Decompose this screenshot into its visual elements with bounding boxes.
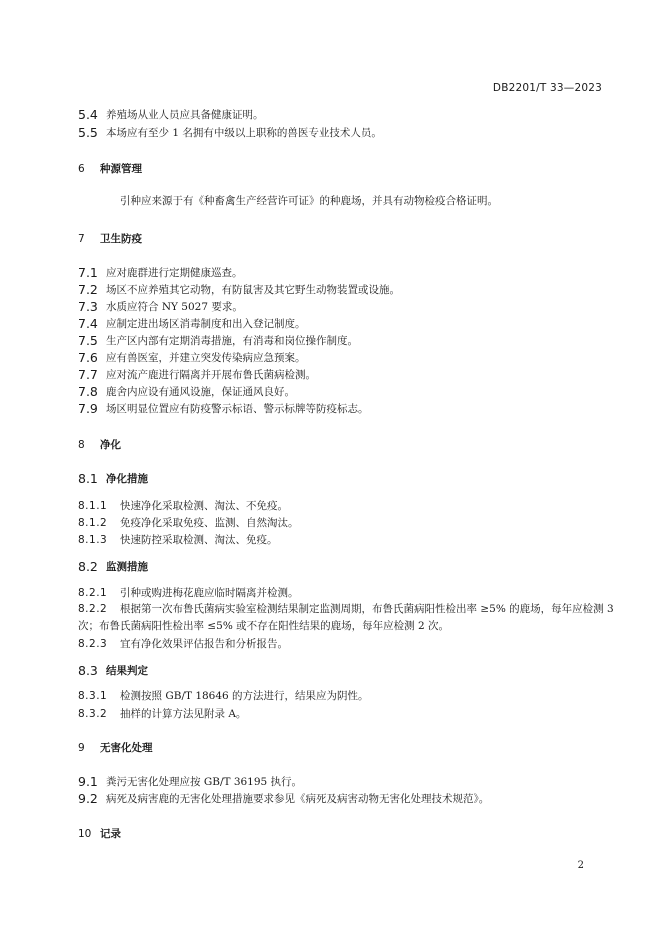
paragraph-6: 引种应来源于有《种畜禽生产经营许可证》的种鹿场，并具有动物检疫合格证明。 bbox=[120, 195, 498, 207]
subsection-title: 监测措施 bbox=[106, 561, 148, 573]
clause-number: 5.5 bbox=[78, 125, 98, 140]
clause-number: 7.5 bbox=[78, 333, 98, 348]
clause-9-2 bbox=[78, 792, 489, 806]
section-number: 8 bbox=[78, 439, 85, 451]
clause-text: 免疫净化采取免疫、监测、自然淘汰。 bbox=[120, 517, 299, 529]
clause-number: 8.2.2 bbox=[78, 603, 108, 615]
clause-text: 生产区内部有定期消毒措施，有消毒和岗位操作制度。 bbox=[106, 335, 358, 347]
clause-text: 根据第一次布鲁氏菌病实验室检测结果制定监测周期，布鲁氏菌病阳性检出率 ≥5% 的鹿场，每年应检测 3 次；布鲁氏菌病阳性检出率 ≤5% 或不存在阳性结果的鹿场，每年应检测 2 次。 bbox=[78, 603, 614, 632]
clause-text: 引种或购进梅花鹿应临时隔离并检测。 bbox=[120, 587, 299, 599]
clause-number: 9.2 bbox=[78, 791, 98, 806]
section-title: 净化 bbox=[100, 439, 121, 451]
clause-7-1 bbox=[78, 266, 243, 280]
clause-text: 应制定进出场区消毒制度和出入登记制度。 bbox=[106, 318, 306, 330]
subsection-title: 结果判定 bbox=[106, 665, 148, 677]
clause-number: 7.4 bbox=[78, 316, 98, 331]
page-number: 2 bbox=[577, 860, 584, 871]
clause-number: 8.1.1 bbox=[78, 500, 108, 512]
clause-number: 5.4 bbox=[78, 107, 98, 122]
section-heading-6 bbox=[78, 162, 142, 176]
subsection-heading-8-2 bbox=[78, 560, 148, 574]
clause-8-2-2 bbox=[78, 601, 618, 635]
section-title: 卫生防疫 bbox=[100, 233, 142, 245]
clause-text: 快速防控采取检测、淘汰、免疫。 bbox=[120, 534, 278, 546]
clause-text: 粪污无害化处理应按 GB/T 36195 执行。 bbox=[106, 776, 303, 788]
clause-number: 8.2.1 bbox=[78, 587, 108, 599]
clause-8-1-1 bbox=[78, 499, 288, 513]
section-title: 种源管理 bbox=[100, 163, 142, 175]
clause-7-6 bbox=[78, 351, 306, 365]
section-heading-10 bbox=[78, 827, 121, 841]
clause-8-3-2 bbox=[78, 707, 246, 721]
section-number: 10 bbox=[78, 828, 92, 840]
clause-text: 养殖场从业人员应具备健康证明。 bbox=[106, 109, 264, 121]
clause-text: 抽样的计算方法见附录 A。 bbox=[120, 708, 247, 720]
clause-7-4 bbox=[78, 317, 306, 331]
clause-text: 快速净化采取检测、淘汰、不免疫。 bbox=[120, 500, 288, 512]
clause-7-9 bbox=[78, 402, 369, 416]
clause-text: 病死及病害鹿的无害化处理措施要求参见《病死及病害动物无害化处理技术规范》。 bbox=[106, 793, 490, 805]
subsection-heading-8-3 bbox=[78, 664, 148, 678]
clause-text: 场区明显位置应有防疫警示标语、警示标牌等防疫标志。 bbox=[106, 403, 369, 415]
section-number: 6 bbox=[78, 163, 85, 175]
clause-text: 鹿舍内应设有通风设施，保证通风良好。 bbox=[106, 386, 295, 398]
section-number: 9 bbox=[78, 742, 85, 754]
document-code: DB2201/T 33—2023 bbox=[492, 82, 602, 94]
clause-8-1-2 bbox=[78, 516, 299, 530]
section-number: 7 bbox=[78, 233, 85, 245]
clause-number: 7.8 bbox=[78, 384, 98, 399]
section-heading-7 bbox=[78, 232, 142, 246]
clause-8-2-3 bbox=[78, 637, 288, 651]
clause-number: 8.1.2 bbox=[78, 517, 108, 529]
clause-number: 8.2.3 bbox=[78, 638, 108, 650]
clause-text: 应有兽医室，并建立突发传染病应急预案。 bbox=[106, 352, 306, 364]
section-heading-9 bbox=[78, 741, 153, 755]
clause-number: 7.6 bbox=[78, 350, 98, 365]
subsection-heading-8-1 bbox=[78, 472, 148, 486]
clause-5-4 bbox=[78, 108, 264, 122]
subsection-number: 8.3 bbox=[78, 663, 98, 678]
clause-8-2-1 bbox=[78, 586, 299, 600]
subsection-title: 净化措施 bbox=[106, 473, 148, 485]
clause-number: 8.3.1 bbox=[78, 690, 108, 702]
clause-text: 宜有净化效果评估报告和分析报告。 bbox=[120, 638, 288, 650]
clause-number: 7.3 bbox=[78, 299, 98, 314]
clause-7-7 bbox=[78, 368, 316, 382]
clause-text: 应对流产鹿进行隔离并开展布鲁氏菌病检测。 bbox=[106, 369, 316, 381]
subsection-number: 8.1 bbox=[78, 471, 98, 486]
clause-text: 检测按照 GB/T 18646 的方法进行，结果应为阴性。 bbox=[120, 690, 369, 702]
clause-number: 7.9 bbox=[78, 401, 98, 416]
clause-7-2 bbox=[78, 283, 400, 297]
clause-number: 9.1 bbox=[78, 774, 98, 789]
clause-text: 水质应符合 NY 5027 要求。 bbox=[106, 301, 243, 313]
subsection-number: 8.2 bbox=[78, 559, 98, 574]
clause-number: 8.3.2 bbox=[78, 708, 108, 720]
section-title: 无害化处理 bbox=[100, 742, 153, 754]
clause-5-5 bbox=[78, 126, 382, 140]
clause-number: 7.1 bbox=[78, 265, 98, 280]
clause-7-5 bbox=[78, 334, 358, 348]
clause-text: 本场应有至少 1 名拥有中级以上职称的兽医专业技术人员。 bbox=[106, 127, 382, 139]
section-heading-8 bbox=[78, 438, 121, 452]
clause-9-1 bbox=[78, 775, 302, 789]
clause-7-3 bbox=[78, 300, 243, 314]
clause-number: 7.7 bbox=[78, 367, 98, 382]
clause-number: 7.2 bbox=[78, 282, 98, 297]
clause-8-1-3 bbox=[78, 533, 278, 547]
clause-number: 8.1.3 bbox=[78, 534, 108, 546]
clause-7-8 bbox=[78, 385, 295, 399]
section-title: 记录 bbox=[100, 828, 121, 840]
clause-8-3-1 bbox=[78, 689, 369, 703]
clause-text: 应对鹿群进行定期健康巡查。 bbox=[106, 267, 243, 279]
clause-text: 场区不应养殖其它动物，有防鼠害及其它野生动物装置或设施。 bbox=[106, 284, 400, 296]
